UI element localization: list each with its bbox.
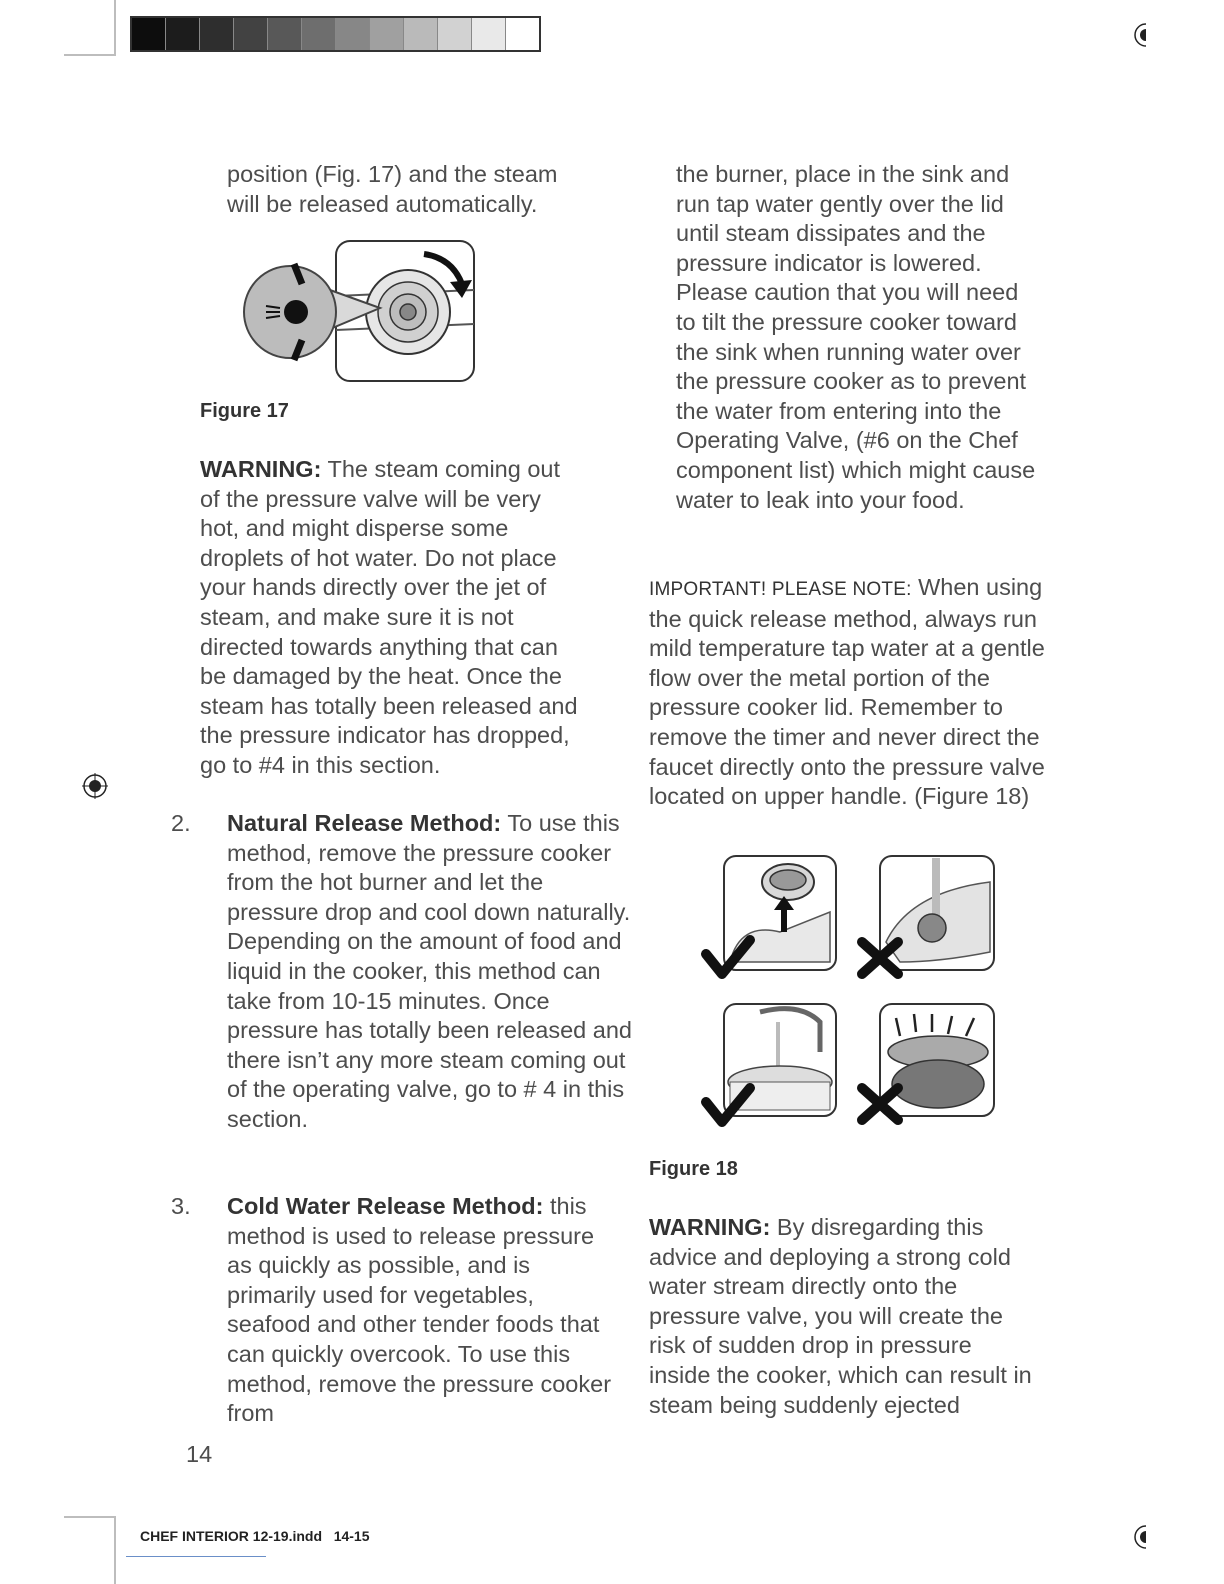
color-swatch xyxy=(336,18,370,50)
list-number: 3. xyxy=(171,1193,191,1219)
color-swatch xyxy=(370,18,404,50)
warning-paragraph-right xyxy=(649,1213,1034,1420)
color-swatch xyxy=(268,18,302,50)
important-note-paragraph xyxy=(649,573,1049,812)
list-item-text: To use this method, remove the pressure cooker from the hot burner and let the pressure drop and cool down naturally. Depending on the amount of food and liquid in the cooker, this method can take from 10-15 minutes. Once pressure has totally been released and there isn’t any more steam coming out of the operating valve, go to # 4 in this section. xyxy=(227,810,632,1132)
warning-text: The steam coming out of the pressure valve will be very hot, and might disperse some droplets of hot water. Do not place your hands directly over the jet of steam, and make sure it is not directed towards anything that can be damaged by the heat. Once the steam has totally been released and the pressure indicator has dropped, go to #4 in this section. xyxy=(200,456,578,778)
figure-17-caption: Figure 17 xyxy=(200,400,289,422)
warning-text: By disregarding this advice and deploying a strong cold water stream directly onto the pressure valve, you will create the risk of sudden drop in pressure inside the cooker, which can result in steam being suddenly ejected xyxy=(649,1214,1032,1418)
list-item-text: this method is used to release pressure as quickly as possible, and is primarily used for vegetables, seafood and other tender foods that can quickly overcook. To use this method, remove the pressure cooker from xyxy=(227,1193,612,1427)
crop-mark-top-left-horizontal xyxy=(64,54,116,56)
figure-18-caption: Figure 18 xyxy=(649,1158,738,1180)
color-calibration-bar xyxy=(130,16,541,52)
list-item-cold-water-release xyxy=(171,1192,612,1429)
crop-mark-bottom-left-horizontal xyxy=(64,1516,116,1518)
color-swatch xyxy=(438,18,472,50)
crop-mark-bottom-left-vertical xyxy=(114,1516,116,1584)
important-note-label: IMPORTANT! PLEASE NOTE: xyxy=(649,579,912,600)
color-swatch xyxy=(302,18,336,50)
warning-paragraph-left xyxy=(200,455,585,781)
list-item-natural-release xyxy=(171,809,632,1135)
important-note-text: When using the quick release method, always run mild temperature tap water at a gentle flow over the metal portion of the pressure cooker lid. Remember to remove the timer and never direct the faucet directly onto the pressure valve located on upper handle. (Figure 18) xyxy=(649,574,1045,810)
warning-label: WARNING: xyxy=(649,1214,771,1240)
color-swatch xyxy=(234,18,268,50)
list-item-title: Cold Water Release Method: xyxy=(227,1193,544,1219)
list-number: 2. xyxy=(171,810,191,836)
crop-mark-top-left-vertical xyxy=(114,0,116,54)
intro-paragraph: position (Fig. 17) and the steam will be released automatically. xyxy=(227,161,558,217)
continued-paragraph: the burner, place in the sink and run tap water gently over the lid until steam dissipates and the pressure indicator is lowered. Please caution that you will need to tilt the pressure cooker toward the sink when running water over the pressure cooker as to prevent the water from entering into the Operating Valve, (#6 on the Chef component list) which might cause water to leak into your food. xyxy=(676,161,1036,513)
color-swatch xyxy=(506,18,539,50)
list-item-title: Natural Release Method: xyxy=(227,810,502,836)
footer-underline xyxy=(126,1556,266,1557)
registration-mark-icon xyxy=(82,773,108,799)
color-swatch xyxy=(472,18,506,50)
color-swatch xyxy=(404,18,438,50)
file-slug: CHEF INTERIOR 12-19.indd 14-15 xyxy=(140,1528,370,1544)
color-swatch xyxy=(166,18,200,50)
color-swatch xyxy=(132,18,166,50)
registration-mark-icon xyxy=(1130,1524,1146,1550)
cold-water-release-do-and-dont-illustrations xyxy=(700,852,1000,1130)
registration-mark-icon xyxy=(1130,22,1146,48)
color-swatch xyxy=(200,18,234,50)
page-number: 14 xyxy=(186,1441,213,1467)
warning-label: WARNING: xyxy=(200,456,322,482)
pressure-valve-release-illustration xyxy=(240,238,480,386)
